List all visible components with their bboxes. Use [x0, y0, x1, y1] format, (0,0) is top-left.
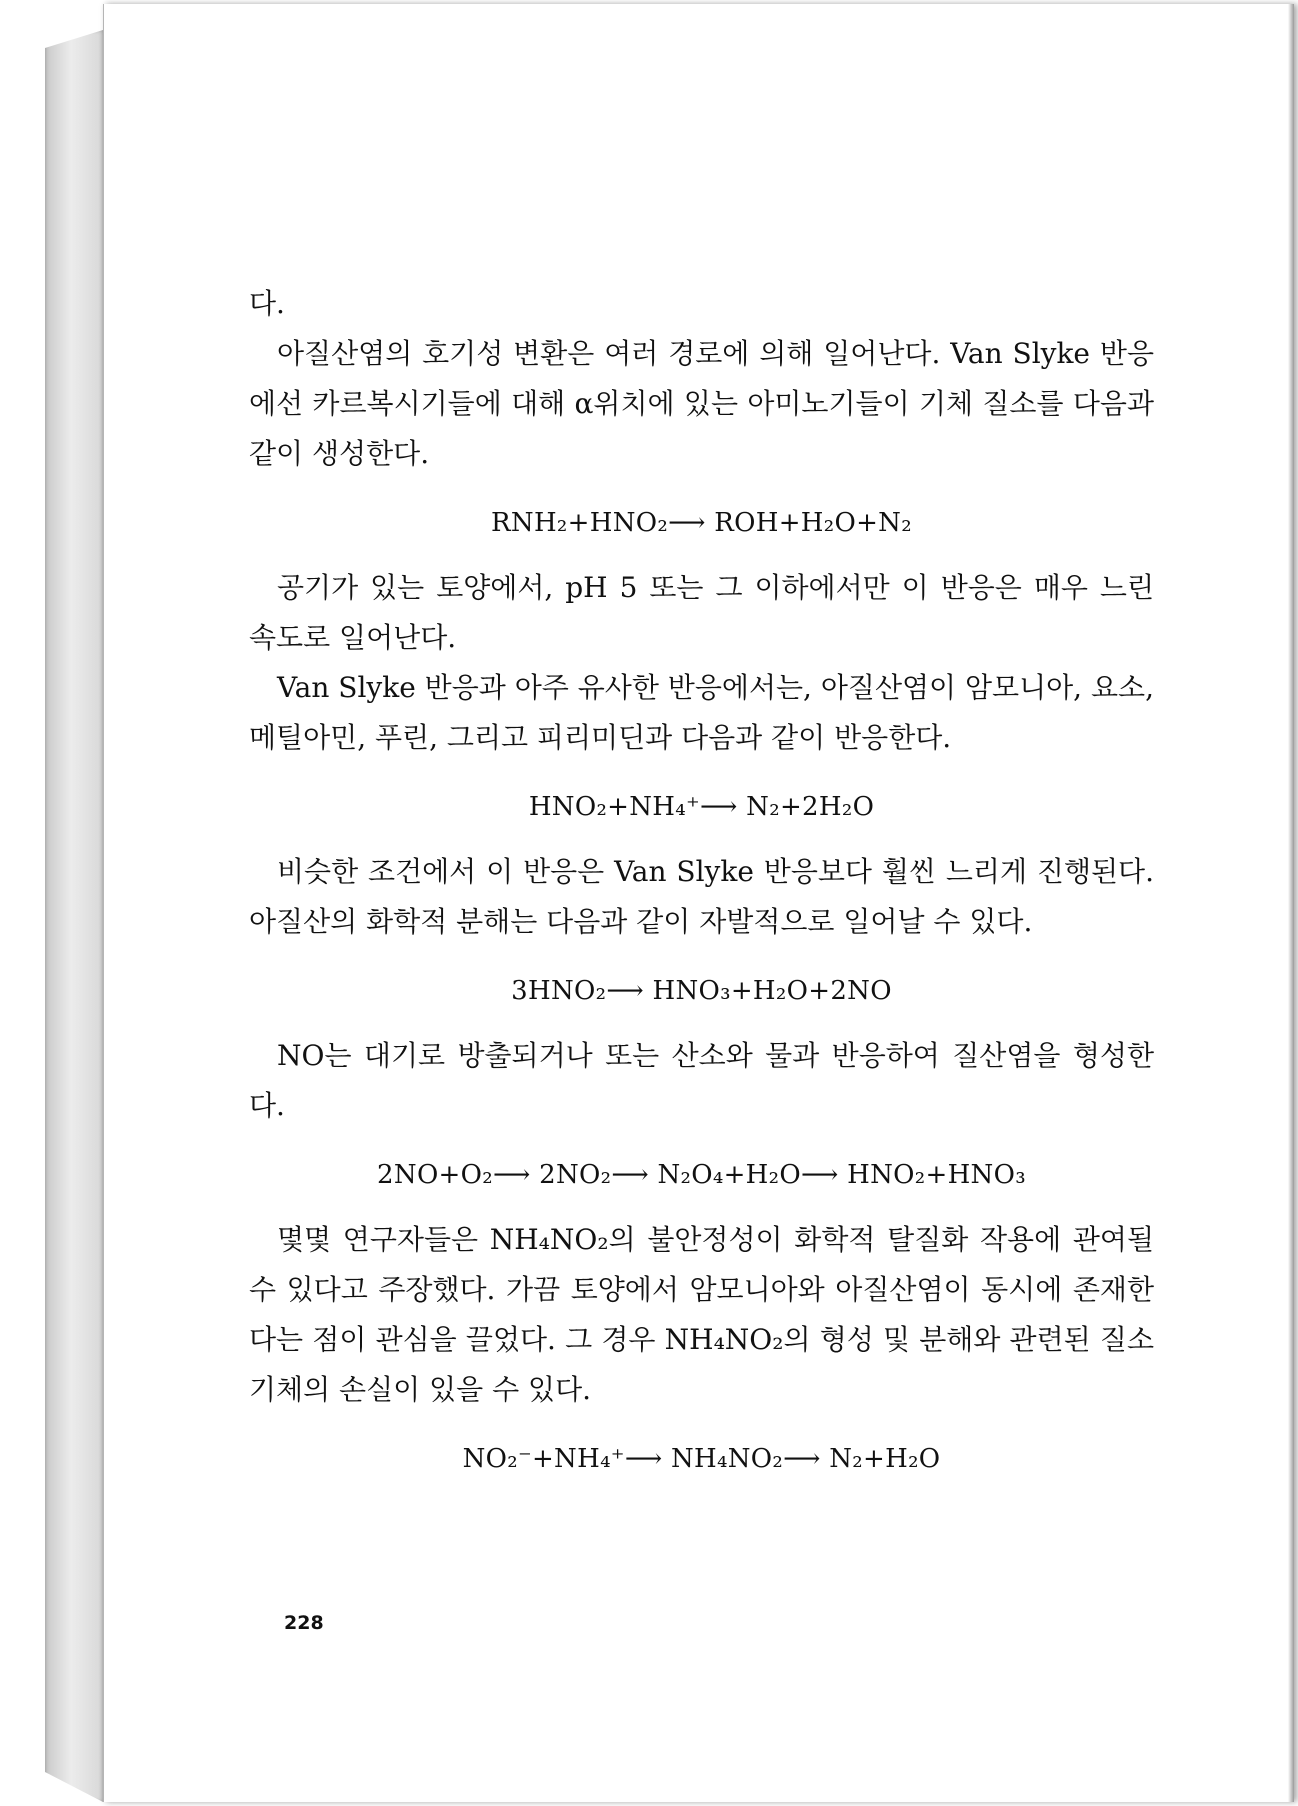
paragraph: NO는 대기로 방출되거나 또는 산소와 물과 반응하여 질산염을 형성한다.	[249, 1039, 1154, 1122]
book-spine	[45, 30, 103, 1802]
paragraph: 비슷한 조건에서 이 반응은 Van Slyke 반응보다 훨씬 느리게 진행된다. 아질산의 화학적 분해는 다음과 같이 자발적으로 일어날 수 있다.	[249, 855, 1154, 938]
paragraph: 아질산염의 호기성 변환은 여러 경로에 의해 일어난다. Van Slyke 반응에선 카르복시기들에 대해 α위치에 있는 아미노기들이 기체 질소를 다음과 같이 생성한다.	[249, 337, 1154, 470]
page-number: 228	[284, 1612, 324, 1634]
page-body-text	[249, 279, 1154, 1499]
paragraph: Van Slyke 반응과 아주 유사한 반응에서는, 아질산염이 암모니아, 요소, 메틸아민, 푸린, 그리고 피리미딘과 다음과 같이 반응한다.	[249, 671, 1154, 754]
chemical-equation: 3HNO₂⟶ HNO₃+H₂O+2NO	[511, 976, 892, 1006]
chemical-equation: NO₂⁻+NH₄⁺⟶ NH₄NO₂⟶ N₂+H₂O	[462, 1444, 941, 1474]
chemical-equation: HNO₂+NH₄⁺⟶ N₂+2H₂O	[528, 792, 875, 822]
book-page	[103, 4, 1294, 1802]
paragraph: 몇몇 연구자들은 NH₄NO₂의 불안정성이 화학적 탈질화 작용에 관여될 수 있다고 주장했다. 가끔 토양에서 암모니아와 아질산염이 동시에 존재한다는 점이 관심을 끌었다. 그 경우 NH₄NO₂의 형성 및 분해와 관련된 질소 기체의 손실이 있을 수 있다.	[249, 1223, 1154, 1406]
paragraph: 공기가 있는 토양에서, pH 5 또는 그 이하에서만 이 반응은 매우 느린 속도로 일어난다.	[249, 571, 1154, 654]
chemical-equation: RNH₂+HNO₂⟶ ROH+H₂O+N₂	[491, 508, 912, 538]
paragraph: 다.	[249, 287, 285, 320]
chemical-equation: 2NO+O₂⟶ 2NO₂⟶ N₂O₄+H₂O⟶ HNO₂+HNO₃	[377, 1160, 1026, 1190]
